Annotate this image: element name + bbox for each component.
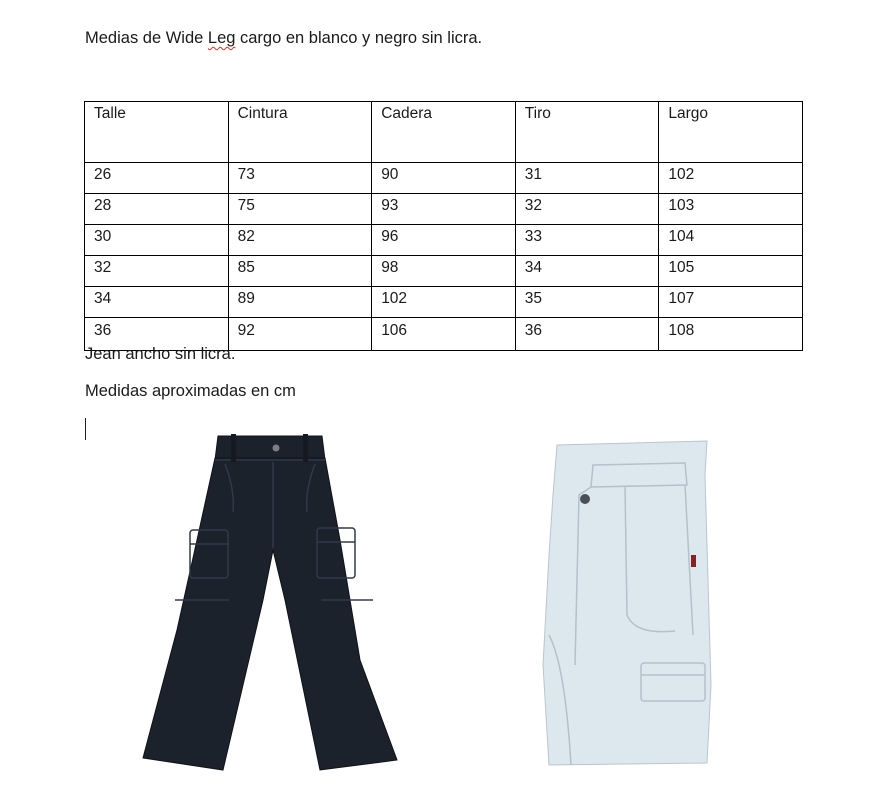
table-cell: 36: [515, 318, 659, 351]
table-row: [85, 225, 803, 256]
table-cell: 102: [372, 287, 516, 318]
heading-text-after: cargo en blanco y negro sin licra.: [235, 29, 483, 47]
table-cell: 90: [372, 163, 516, 194]
button-detail: [273, 445, 280, 452]
table-cell: 31: [515, 163, 659, 194]
document-heading: [85, 29, 482, 48]
text-cursor[interactable]: [85, 418, 86, 440]
table-cell: 30: [85, 225, 229, 256]
table-cell: 28: [85, 194, 229, 225]
table-row: [85, 163, 803, 194]
tag-detail: [691, 555, 696, 567]
table-header-row: [85, 102, 803, 163]
header-cintura: Cintura: [228, 102, 372, 163]
table-row: [85, 256, 803, 287]
table-cell: 89: [228, 287, 372, 318]
table-cell: 34: [515, 256, 659, 287]
table-row: [85, 194, 803, 225]
table-cell: 108: [659, 318, 803, 351]
table-cell: 73: [228, 163, 372, 194]
note-measurements: Medidas aproximadas en cm: [85, 382, 296, 400]
table-cell: 107: [659, 287, 803, 318]
table-cell: 106: [372, 318, 516, 351]
table-cell: 32: [85, 256, 229, 287]
table-cell: 32: [515, 194, 659, 225]
table-cell: 36: [85, 318, 229, 351]
header-cadera: Cadera: [372, 102, 516, 163]
table-cell: 96: [372, 225, 516, 256]
table-cell: 102: [659, 163, 803, 194]
table-cell: 75: [228, 194, 372, 225]
table-cell: 33: [515, 225, 659, 256]
table-cell: 35: [515, 287, 659, 318]
table-cell: 92: [228, 318, 372, 351]
size-table: [84, 101, 803, 351]
table-cell: 93: [372, 194, 516, 225]
header-largo: Largo: [659, 102, 803, 163]
table-cell: 98: [372, 256, 516, 287]
table-cell: 26: [85, 163, 229, 194]
table-cell: 82: [228, 225, 372, 256]
header-talle: Talle: [85, 102, 229, 163]
table-cell: 104: [659, 225, 803, 256]
misspelled-word[interactable]: Leg: [207, 29, 236, 47]
black-cargo-pants-photo[interactable]: [135, 430, 405, 775]
table-cell: 105: [659, 256, 803, 287]
heading-text-before: Medias de Wide: [85, 29, 208, 47]
table-cell: 34: [85, 287, 229, 318]
button-detail: [580, 494, 590, 504]
table-cell: 85: [228, 256, 372, 287]
white-cargo-pants-photo[interactable]: [535, 435, 720, 770]
header-tiro: Tiro: [515, 102, 659, 163]
table-cell: 103: [659, 194, 803, 225]
table-row: [85, 287, 803, 318]
note-fabric: Jean ancho sin licra.: [85, 345, 236, 363]
